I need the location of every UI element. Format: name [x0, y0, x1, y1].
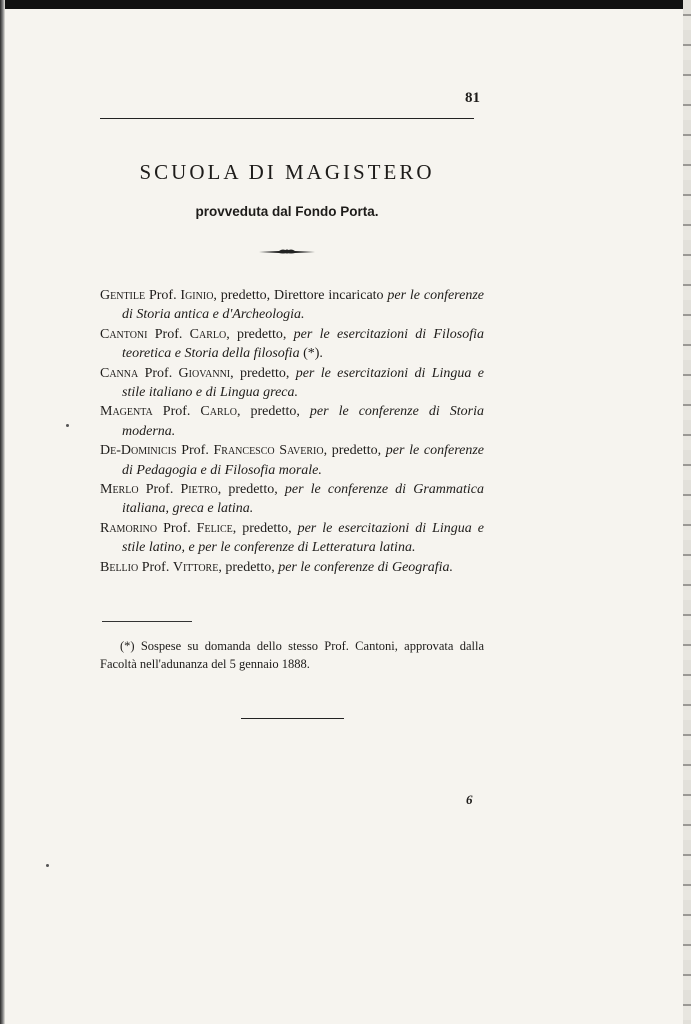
ink-speck — [66, 424, 69, 427]
faculty-surname: De-Dominicis — [100, 443, 177, 459]
faculty-role: per le conferenze di Storia antica e d'Archeologia. — [122, 288, 484, 323]
faculty-given-name: Felice — [196, 520, 233, 536]
header-rule — [100, 118, 474, 119]
faculty-given-name: Carlo — [200, 404, 237, 420]
faculty-surname: Merlo — [100, 482, 139, 498]
faculty-title: Prof. — [145, 288, 181, 303]
faculty-status: , predetto, — [236, 404, 310, 420]
footnote-ref: (*). — [299, 346, 323, 362]
faculty-list — [100, 286, 484, 577]
faculty-given-name: Giovanni — [178, 365, 231, 381]
faculty-status: , predetto, Direttore incaricato — [213, 288, 388, 303]
ink-speck — [46, 864, 49, 867]
faculty-entry — [100, 364, 484, 403]
faculty-title: Prof. — [138, 482, 181, 498]
footnote: (*) Sospese su domanda dello stesso Prof. Cantoni, approvata dalla Facoltà nell'adunanza del 5 gennaio 1888. — [100, 639, 484, 671]
faculty-entry — [100, 480, 484, 519]
faculty-role: per le esercitazioni di Filosofia teoretica e Storia della filosofia — [122, 326, 484, 362]
faculty-given-name: Iginio — [180, 288, 214, 303]
faculty-title: Prof. — [147, 326, 190, 342]
faculty-role: per le conferenze di Pedagogia e di Filosofia morale. — [122, 443, 484, 478]
footnote-rule — [102, 621, 192, 622]
faculty-surname: Ramorino — [100, 520, 158, 536]
signature-mark: 6 — [466, 792, 473, 807]
faculty-role: per le conferenze di Grammatica italiana, greca e latina. — [122, 482, 484, 517]
faculty-surname: Bellio — [100, 559, 139, 575]
faculty-entry — [100, 558, 484, 577]
page-title: SCUOLA DI MAGISTERO — [139, 160, 435, 184]
faculty-role: per le esercitazioni di Lingua e stile latino, e per le conferenze di Letteratura latina. — [122, 520, 484, 556]
faculty-given-name: Carlo — [189, 326, 227, 342]
faculty-status: , predetto, — [217, 482, 285, 498]
faculty-title: Prof. — [138, 365, 179, 381]
faculty-title: Prof. — [157, 520, 197, 536]
faculty-role: per le esercitazioni di Lingua e stile italiano e di Lingua greca. — [122, 365, 484, 401]
faculty-given-name: Vittore — [172, 559, 219, 575]
faculty-role: per le conferenze di Geografia. — [278, 559, 454, 575]
scan-left-edge — [0, 0, 5, 1024]
faculty-role: per le conferenze di Storia moderna. — [122, 404, 484, 439]
faculty-title: Prof. — [152, 404, 201, 420]
faculty-surname: Canna — [100, 365, 139, 381]
scan-top-edge — [0, 0, 691, 9]
faculty-given-name: Francesco Saverio — [213, 443, 324, 459]
faculty-status: , predetto, — [232, 520, 298, 536]
faculty-entry — [100, 286, 484, 325]
faculty-title: Prof. — [176, 443, 214, 459]
closing-rule — [241, 718, 344, 719]
page-number: 81 — [465, 90, 480, 106]
faculty-entry — [100, 441, 484, 480]
page-subtitle: provveduta dal Fondo Porta. — [195, 204, 379, 219]
scan-right-edge — [683, 0, 691, 1024]
faculty-title: Prof. — [138, 559, 173, 575]
faculty-entry — [100, 325, 484, 364]
faculty-surname: Magenta — [100, 404, 153, 420]
ornament-divider — [259, 245, 315, 257]
faculty-surname: Cantoni — [100, 326, 148, 342]
faculty-given-name: Pietro — [180, 482, 218, 498]
faculty-status: , predetto, — [323, 443, 386, 459]
faculty-status: , predetto, — [230, 365, 296, 381]
faculty-status: , predetto, — [226, 326, 294, 342]
faculty-status: , predetto, — [218, 559, 279, 575]
faculty-surname: Gentile — [100, 288, 146, 303]
faculty-entry — [100, 402, 484, 441]
faculty-entry — [100, 519, 484, 558]
